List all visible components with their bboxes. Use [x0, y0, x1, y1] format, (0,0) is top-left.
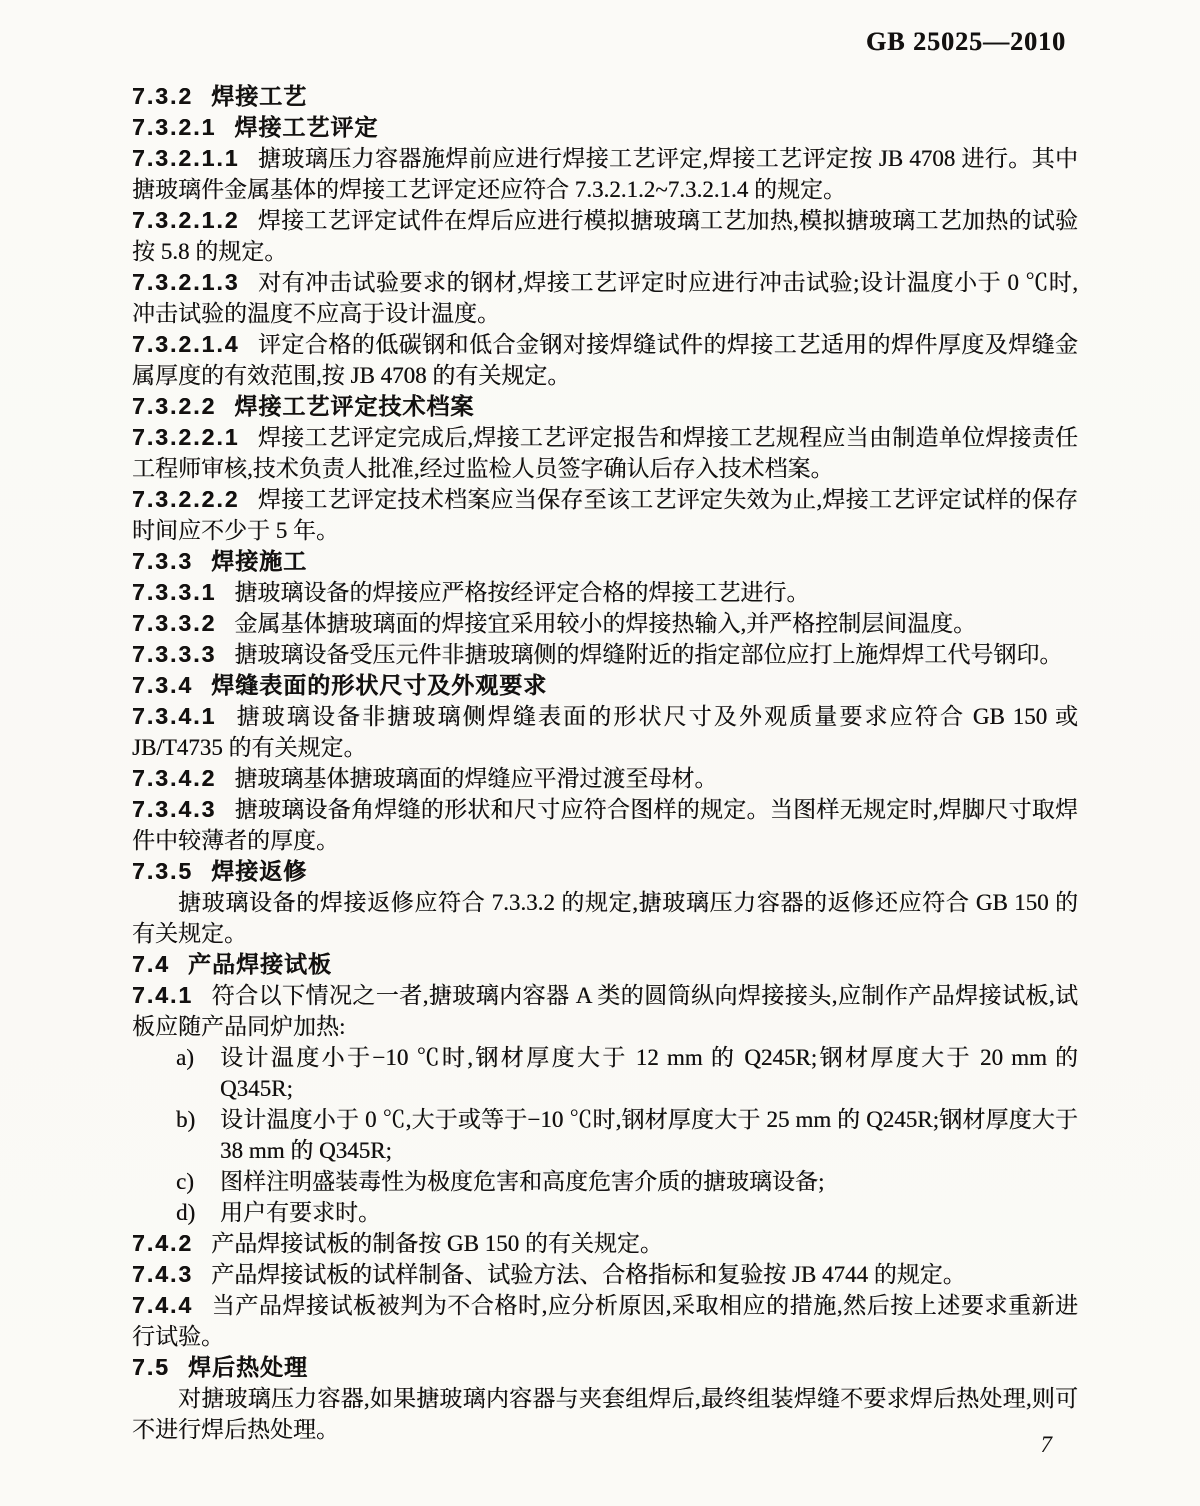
paragraph-7.3.4.3 — [132, 794, 1078, 856]
document-body — [132, 81, 1078, 1445]
list-item-d — [132, 1197, 1078, 1228]
paragraph-18 — [132, 887, 1078, 949]
paragraph-7.4.2 — [132, 1228, 1078, 1259]
clause-number: 7.3.4.2 — [132, 765, 217, 791]
clause-number: 7.3.2.2 — [132, 393, 217, 419]
paragraph-7.3.2.1.2 — [132, 205, 1078, 267]
clause-number: 7.3.3.2 — [132, 610, 217, 636]
section-heading-7.3.2 — [132, 81, 1078, 112]
clause-number: 7.4.3 — [132, 1261, 194, 1287]
heading-text: 焊接施工 — [211, 548, 308, 574]
paragraph-7.3.3.2 — [132, 608, 1078, 639]
paragraph-7.3.2.2.1 — [132, 422, 1078, 484]
heading-text: 焊接工艺评定技术档案 — [234, 393, 475, 419]
heading-text: 焊接返修 — [211, 858, 308, 884]
clause-number: 7.3.2.2.1 — [132, 424, 240, 450]
paragraph-7.4.1 — [132, 980, 1078, 1042]
clause-number: 7.4.1 — [132, 982, 194, 1008]
list-item-c — [132, 1166, 1078, 1197]
heading-text: 焊接工艺 — [211, 83, 308, 109]
paragraph-7.3.3.3 — [132, 639, 1078, 670]
heading-text: 焊接工艺评定 — [234, 114, 379, 140]
section-heading-7.3.2.1 — [132, 112, 1078, 143]
paragraph-text: 搪玻璃压力容器施焊前应进行焊接工艺评定,焊接工艺评定按 JB 4708 进行。其中搪玻璃件金属基体的焊接工艺评定还应符合 7.3.2.1.2~7.3.2.1.4 的规定。 — [132, 146, 1078, 202]
list-item-label: d) — [176, 1200, 196, 1225]
paragraph-7.4.3 — [132, 1259, 1078, 1290]
section-heading-7.3.4 — [132, 670, 1078, 701]
paragraph-text: 对有冲击试验要求的钢材,焊接工艺评定时应进行冲击试验;设计温度小于 0 ℃时,冲击试验的温度不应高于设计温度。 — [132, 270, 1078, 326]
heading-text: 产品焊接试板 — [187, 951, 332, 977]
paragraph-text: 评定合格的低碳钢和低合金钢对接焊缝试件的焊接工艺适用的焊件厚度及焊缝金属厚度的有效范围,按 JB 4708 的有关规定。 — [132, 332, 1078, 388]
clause-number: 7.3.2.1.2 — [132, 207, 240, 233]
section-heading-7.5 — [132, 1352, 1078, 1383]
section-heading-7.3.2.2 — [132, 391, 1078, 422]
list-item-label: c) — [176, 1169, 194, 1194]
clause-number: 7.3.4 — [132, 672, 194, 698]
heading-text: 焊后热处理 — [187, 1354, 308, 1380]
paragraph-text: 产品焊接试板的试样制备、试验方法、合格指标和复验按 JB 4744 的规定。 — [211, 1262, 966, 1287]
clause-number: 7.3.3.1 — [132, 579, 217, 605]
paragraph-text: 设计温度小于−10 ℃时,钢材厚度大于 12 mm 的 Q245R;钢材厚度大于 20 mm 的 Q345R; — [220, 1045, 1078, 1101]
section-heading-7.3.3 — [132, 546, 1078, 577]
paragraph-text: 搪玻璃设备的焊接返修应符合 7.3.3.2 的规定,搪玻璃压力容器的返修还应符合 GB 150 的有关规定。 — [132, 890, 1078, 946]
clause-number: 7.3.4.3 — [132, 796, 217, 822]
paragraph-text: 符合以下情况之一者,搪玻璃内容器 A 类的圆筒纵向焊接接头,应制作产品焊接试板,试板应随产品同炉加热: — [132, 983, 1078, 1039]
clause-number: 7.4.2 — [132, 1230, 194, 1256]
paragraph-text: 图样注明盛装毒性为极度危害和高度危害介质的搪玻璃设备; — [220, 1169, 825, 1194]
paragraph-text: 焊接工艺评定技术档案应当保存至该工艺评定失效为止,焊接工艺评定试样的保存时间应不少于 5 年。 — [132, 487, 1078, 543]
paragraph-text: 焊接工艺评定试件在焊后应进行模拟搪玻璃工艺加热,模拟搪玻璃工艺加热的试验按 5.8 的规定。 — [132, 208, 1078, 264]
clause-number: 7.3.2.1.3 — [132, 269, 240, 295]
clause-number: 7.3.2.1.4 — [132, 331, 240, 357]
paragraph-7.3.2.1.4 — [132, 329, 1078, 391]
paragraph-7.4.4 — [132, 1290, 1078, 1352]
clause-number: 7.3.2 — [132, 83, 194, 109]
paragraph-text: 对搪玻璃压力容器,如果搪玻璃内容器与夹套组焊后,最终组装焊缝不要求焊后热处理,则可不进行焊后热处理。 — [132, 1386, 1078, 1442]
paragraph-text: 搪玻璃基体搪玻璃面的焊缝应平滑过渡至母材。 — [234, 766, 718, 791]
paragraph-text: 搪玻璃设备的焊接应严格按经评定合格的焊接工艺进行。 — [234, 580, 810, 605]
paragraph-text: 搪玻璃设备受压元件非搪玻璃侧的焊缝附近的指定部位应打上施焊焊工代号钢印。 — [234, 642, 1063, 667]
clause-number: 7.3.2.2.2 — [132, 486, 240, 512]
paragraph-text: 设计温度小于 0 ℃,大于或等于−10 ℃时,钢材厚度大于 25 mm 的 Q245R;钢材厚度大于 38 mm 的 Q345R; — [220, 1107, 1078, 1163]
clause-number: 7.4.4 — [132, 1292, 194, 1318]
clause-number: 7.5 — [132, 1354, 170, 1380]
standard-number-header: GB 25025—2010 — [865, 27, 1066, 56]
paragraph-7.3.4.1 — [132, 701, 1078, 763]
paragraph-text: 产品焊接试板的制备按 GB 150 的有关规定。 — [211, 1231, 663, 1256]
paragraph-text: 搪玻璃设备角焊缝的形状和尺寸应符合图样的规定。当图样无规定时,焊脚尺寸取焊件中较薄者的厚度。 — [132, 797, 1078, 853]
paragraph-text: 焊接工艺评定完成后,焊接工艺评定报告和焊接工艺规程应当由制造单位焊接责任工程师审核,技术负责人批准,经过监检人员签字确认后存入技术档案。 — [132, 425, 1078, 481]
clause-number: 7.3.2.1 — [132, 114, 217, 140]
page-number: 7 — [1040, 1432, 1052, 1457]
clause-number: 7.3.3.3 — [132, 641, 217, 667]
paragraph-7.3.2.2.2 — [132, 484, 1078, 546]
clause-number: 7.3.3 — [132, 548, 194, 574]
list-item-a — [132, 1042, 1078, 1104]
paragraph-text: 金属基体搪玻璃面的焊接宜采用较小的焊接热输入,并严格控制层间温度。 — [234, 611, 977, 636]
clause-number: 7.3.4.1 — [132, 703, 217, 729]
paragraph-29 — [132, 1383, 1078, 1445]
list-item-label: a) — [176, 1045, 194, 1070]
paragraph-7.3.2.1.3 — [132, 267, 1078, 329]
paragraph-text: 搪玻璃设备非搪玻璃侧焊缝表面的形状尺寸及外观质量要求应符合 GB 150 或 JB/T4735 的有关规定。 — [132, 704, 1078, 760]
list-item-b — [132, 1104, 1078, 1166]
paragraph-7.3.3.1 — [132, 577, 1078, 608]
clause-number: 7.4 — [132, 951, 170, 977]
paragraph-7.3.4.2 — [132, 763, 1078, 794]
paragraph-text: 用户有要求时。 — [220, 1200, 381, 1225]
section-heading-7.4 — [132, 949, 1078, 980]
clause-number: 7.3.2.1.1 — [132, 145, 240, 171]
heading-text: 焊缝表面的形状尺寸及外观要求 — [211, 672, 548, 698]
list-item-label: b) — [176, 1107, 196, 1132]
paragraph-7.3.2.1.1 — [132, 143, 1078, 205]
section-heading-7.3.5 — [132, 856, 1078, 887]
paragraph-text: 当产品焊接试板被判为不合格时,应分析原因,采取相应的措施,然后按上述要求重新进行试验。 — [132, 1293, 1078, 1349]
clause-number: 7.3.5 — [132, 858, 194, 884]
